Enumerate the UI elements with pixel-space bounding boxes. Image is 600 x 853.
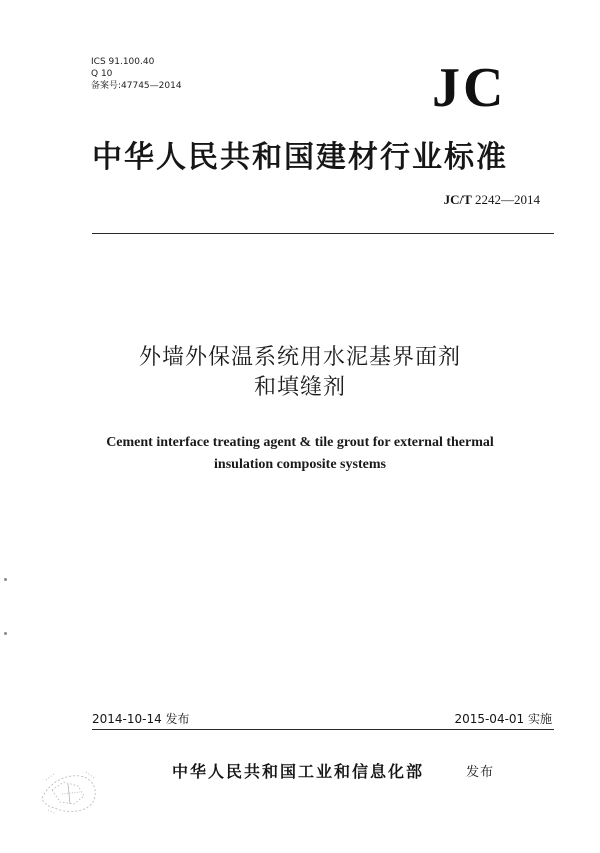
- classification-block: [91, 56, 182, 92]
- top-divider: [92, 233, 554, 234]
- standard-number: [444, 192, 540, 208]
- scan-speck: [4, 578, 7, 581]
- bottom-divider: [92, 729, 554, 730]
- filing-number: 备案号:47745—2014: [91, 81, 182, 91]
- title-cn-line2: 和填缝剂: [253, 375, 346, 400]
- scan-speck: [4, 632, 7, 635]
- issuer-suffix: 发布: [466, 765, 495, 780]
- ccs-code: Q 10: [91, 69, 113, 79]
- standard-code: JC/T: [443, 192, 472, 207]
- implementation-date: 2015-04-01 实施: [454, 712, 552, 726]
- issuing-authority: 中华人民共和国工业和信息化部: [172, 762, 425, 781]
- jc-logo: JC: [432, 57, 507, 119]
- title-en-line1: Cement interface treating agent & tile grout for external thermal: [106, 435, 494, 450]
- ics-code: ICS 91.100.40: [91, 57, 155, 67]
- organization-title: 中华人民共和国建材行业标准: [92, 140, 508, 175]
- standard-year-number: 2242—2014: [475, 192, 540, 207]
- title-en-line2: insulation composite systems: [214, 457, 386, 472]
- title-cn-line1: 外墙外保温系统用水泥基界面剂: [138, 345, 461, 370]
- issue-date: 2014-10-14 发布: [92, 712, 190, 726]
- faded-stamp-icon: [34, 760, 104, 820]
